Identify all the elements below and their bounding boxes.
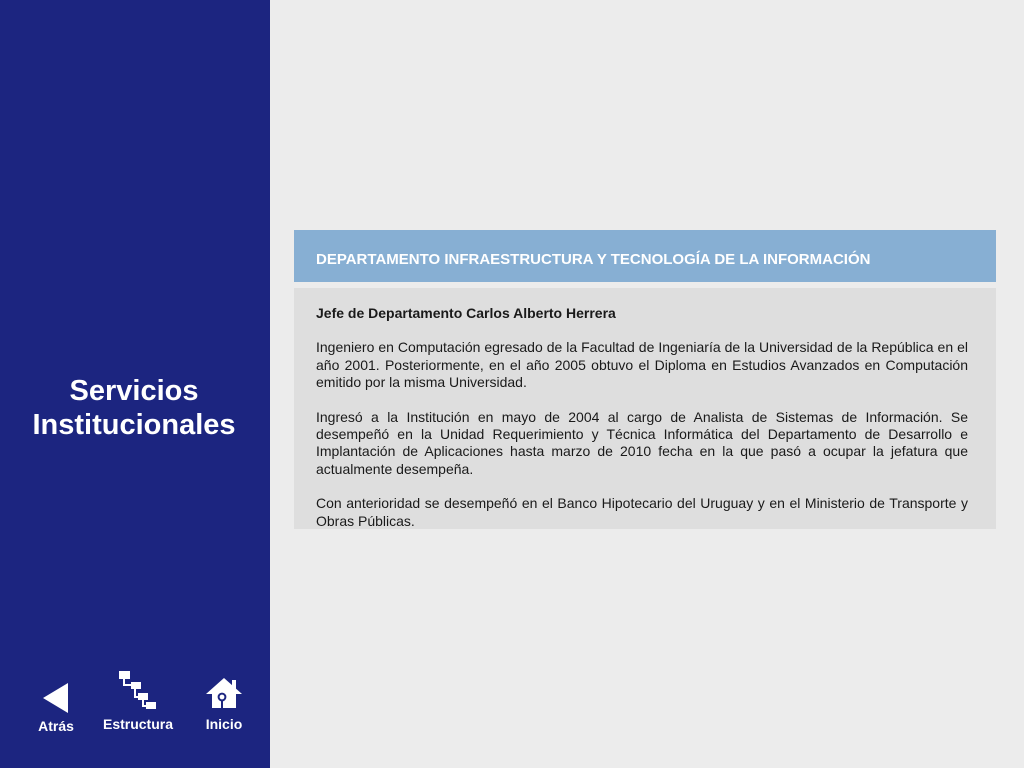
home-icon bbox=[204, 676, 244, 710]
section-title bbox=[0, 374, 268, 442]
org-chart-icon bbox=[118, 670, 158, 710]
home-button[interactable] bbox=[196, 674, 252, 736]
bio-paragraph-career: Ingresó a la Institución en mayo de 2004 al cargo de Analista de Sistemas de Información. Se desempeñó en la Unidad Requerimiento y Técnica Informática del Departamento de Desarrollo e Implantación de Aplicaciones hasta marzo de 2010 fecha en la que pasó a ocupar la jefatura que actualmente desempeña. bbox=[316, 408, 968, 477]
section-title-line2: Institucionales bbox=[32, 409, 236, 441]
section-title-line1: Servicios bbox=[69, 375, 199, 407]
content-body bbox=[316, 305, 968, 530]
back-arrow-icon bbox=[42, 682, 70, 714]
structure-button[interactable] bbox=[98, 668, 178, 736]
department-title: DEPARTAMENTO INFRAESTRUCTURA Y TECNOLOGÍA DE LA INFORMACIÓN bbox=[316, 251, 871, 268]
bio-paragraph-education: Ingeniero en Computación egresado de la Facultad de Ingeniaría de la Universidad de la República en el año 2001. Posteriormente, en el año 2005 obtuvo el Diploma en Estudios Avanzados en Computación emitido por la misma Universidad. bbox=[316, 339, 968, 391]
sidebar bbox=[0, 0, 270, 768]
structure-button-label: Estructura bbox=[102, 716, 174, 732]
department-header bbox=[294, 230, 996, 282]
bio-paragraph-previous: Con anterioridad se desempeñó en el Banco Hipotecario del Uruguay y en el Ministerio de Transporte y Obras Públicas. bbox=[316, 495, 968, 529]
back-button-label: Atrás bbox=[38, 718, 74, 734]
department-head-name: Jefe de Departamento Carlos Alberto Herrera bbox=[316, 305, 616, 321]
content-panel bbox=[294, 288, 996, 529]
back-button[interactable] bbox=[30, 676, 82, 736]
home-button-label: Inicio bbox=[205, 716, 243, 732]
